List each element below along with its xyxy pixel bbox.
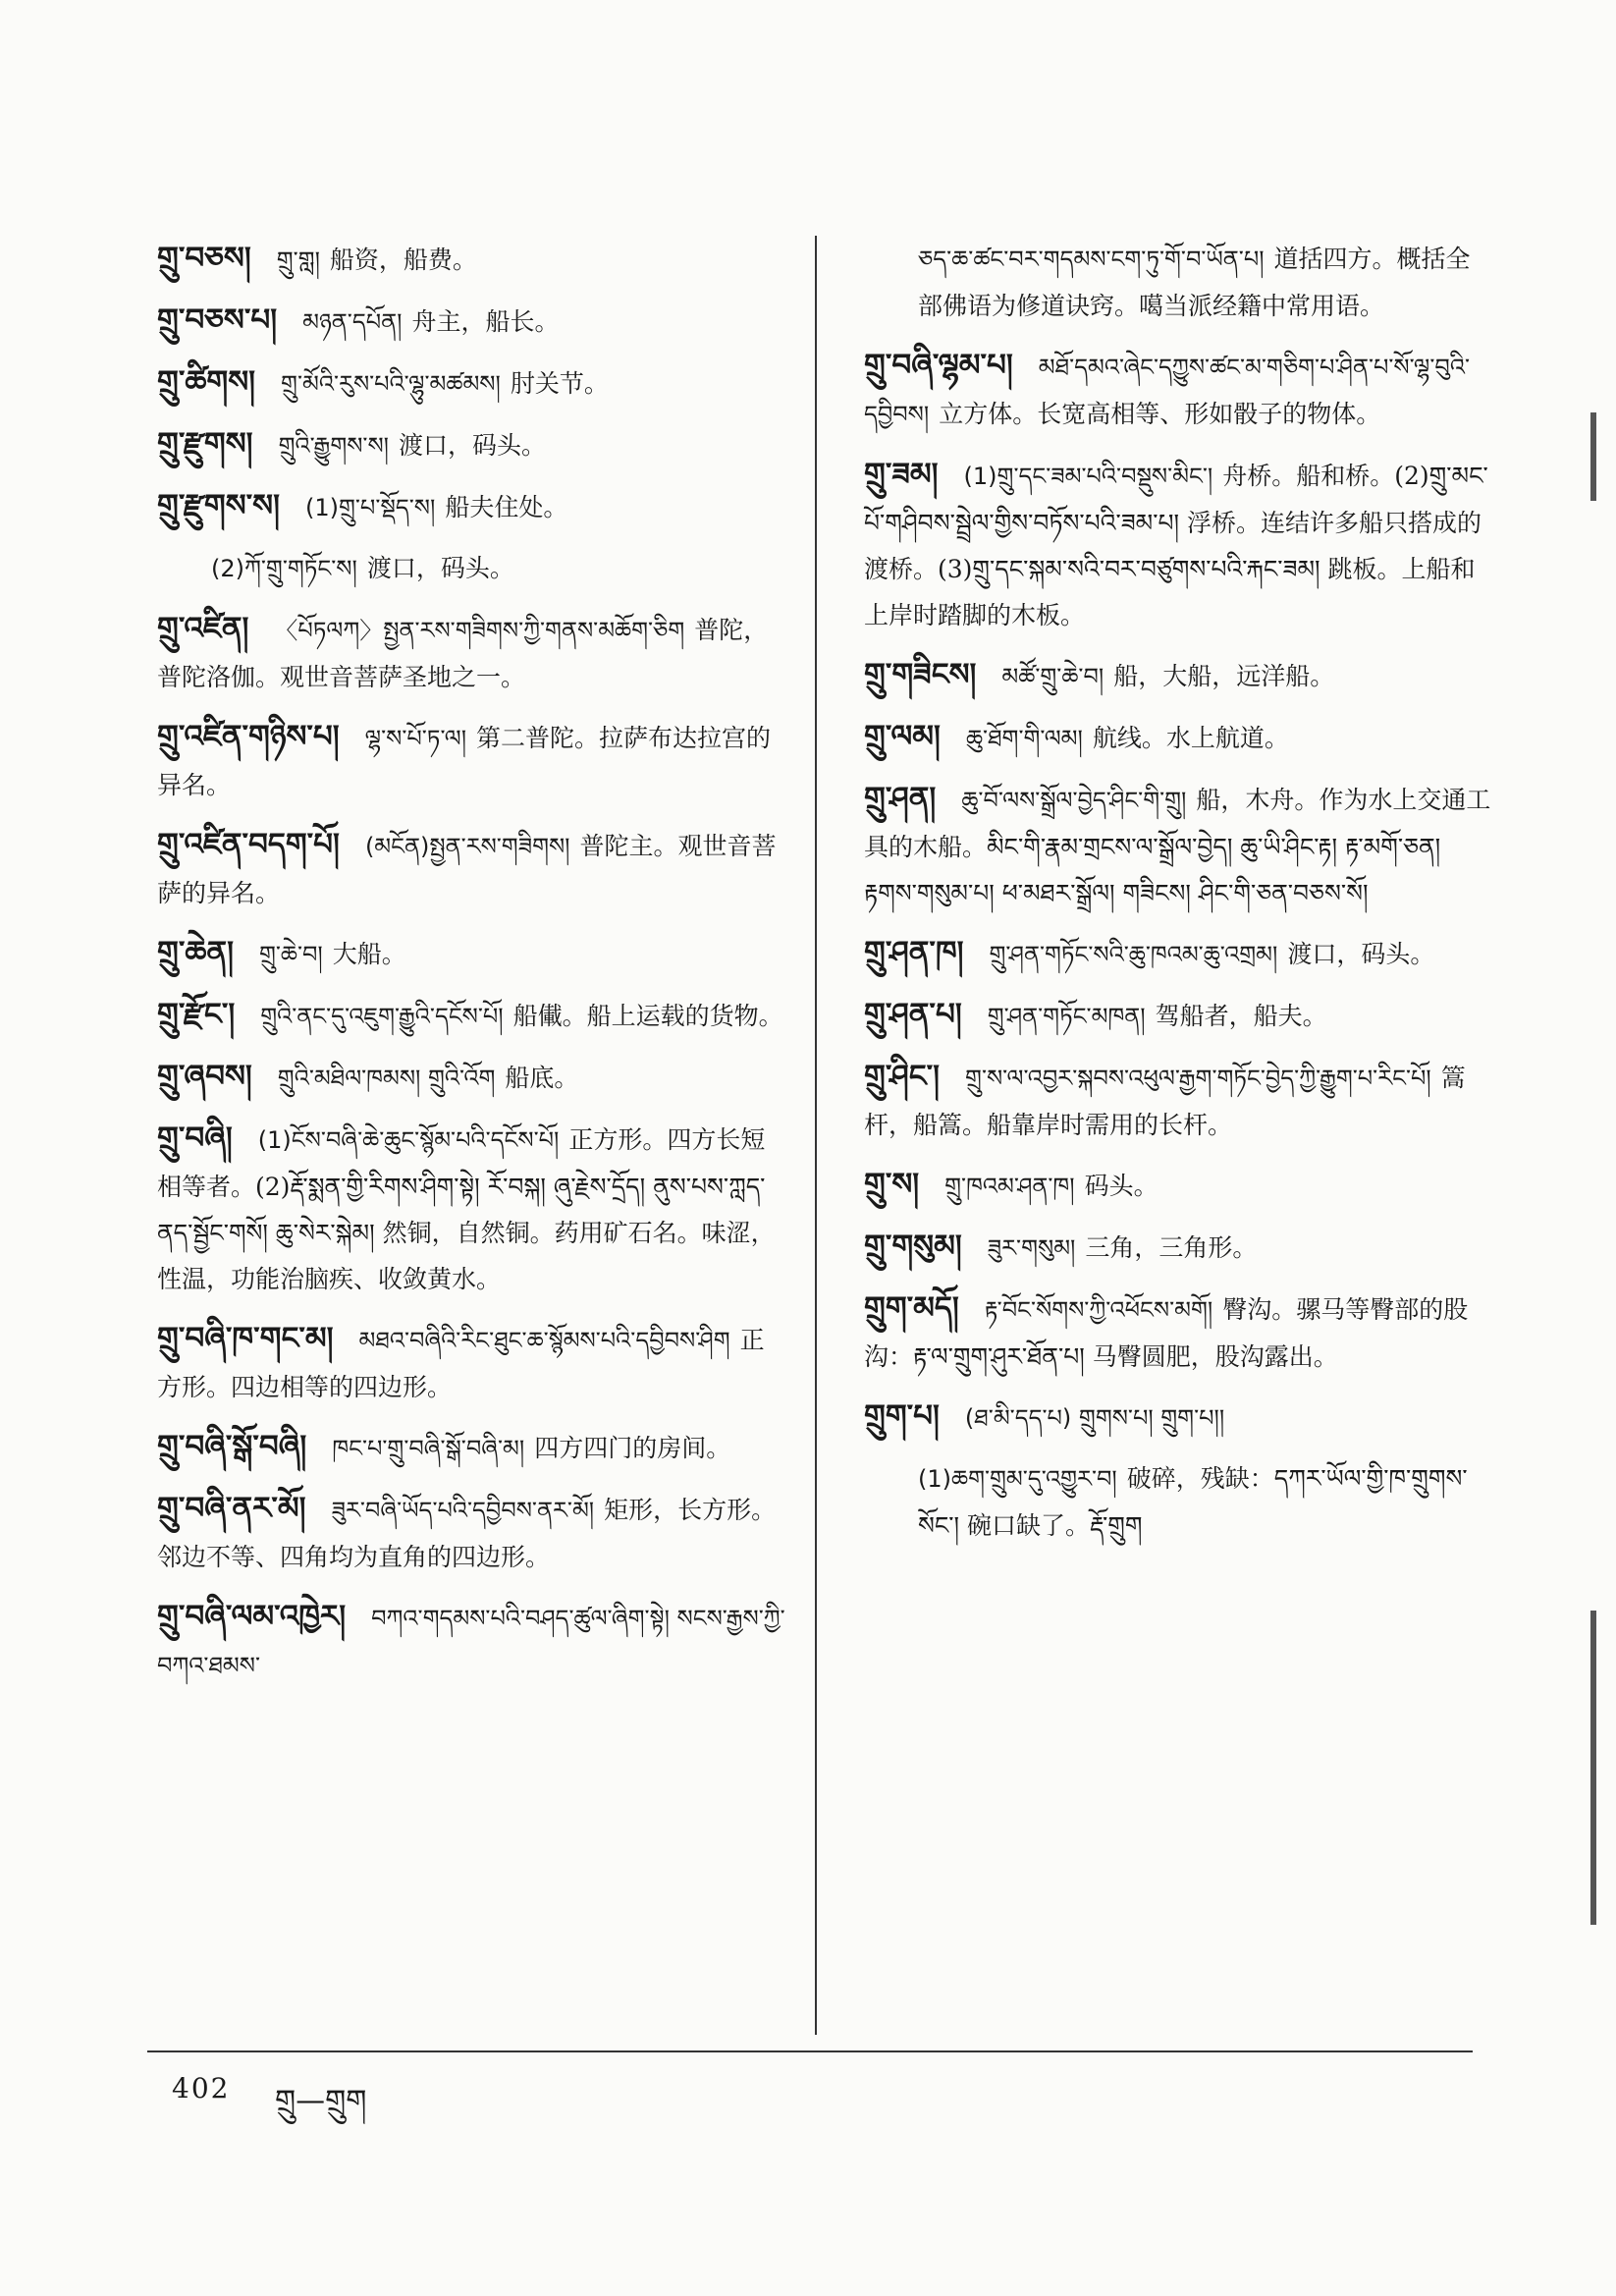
entry-headword: གྲུ་ཤན་ཁ། (864, 935, 964, 970)
entry-tibetan-definition: མཐའ་བཞིའི་རིང་ཐུང་ཆ་སྙོམས་པའི་དབྱིབས་ཤིག (358, 1327, 730, 1354)
entry-chinese-definition: 船，木舟。作为水上交通工具的木船。མིང་གི་རྣམ་གྲངས་ལ་སྒྲོལ་བྱེད། ཆུ་ཡི་ཤིང་རྟ། རྟ་མགོ་ཅན། རྟགས་གསུམ་པ། ཕ་མཐར་སྒྲོལ། གཟིངས། ཤིང་གི་ཅན་བཅས་སོ། (864, 786, 1491, 907)
dictionary-entry (157, 930, 785, 978)
dictionary-entry (864, 343, 1492, 438)
entry-chinese-definition: 三角，三角形。 (1085, 1233, 1258, 1262)
dictionary-entry (864, 1285, 1492, 1380)
entry-tibetan-definition: (2)ཀོ་གྲུ་གཏོང་ས། (211, 555, 357, 582)
dictionary-entry (864, 992, 1492, 1040)
entry-tibetan-definition: གྲུ་ཆེ་བ། (258, 941, 323, 968)
entry-chinese-definition: 舟桥。船和桥。(2)གྲུ་མང་པོ་གཤིབས་སྦྲེལ་གྱིས་བཏོས་པའི་ཟམ་པ། 浮桥。连结许多船只搭成的渡桥。(3)གྲུ་དང་སྐམ་སའི་བར་བཙུགས་པའི་རྐང་ཟམ། 跳板。上船和上岸时踏脚的木板。 (864, 462, 1488, 629)
entry-tibetan-definition: གྲུའི་ནང་དུ་འཇུག་རྒྱུའི་དངོས་པོ། (260, 1003, 504, 1030)
entry-headword: གྲུ་བཞི་སྒོ་བཞི། (157, 1429, 307, 1464)
entry-chinese-definition: 四方四门的房间。 (534, 1434, 731, 1462)
entry-chinese-definition: 第二普陀。拉萨布达拉宫的异名。 (157, 724, 772, 799)
entry-chinese-definition: 渡口，码头。 (398, 431, 546, 460)
dictionary-entry (157, 1594, 785, 1689)
entry-chinese-definition: 肘关节。 (510, 369, 609, 398)
entry-headword: གྲུ་རྫོང་། (157, 997, 236, 1032)
entry-tibetan-definition: ཟུར་གསུམ། (987, 1234, 1076, 1262)
entry-headword: གྲུ་ཆེན། (157, 935, 234, 970)
entry-chinese-definition: 普陀主。观世音菩萨的异名。 (157, 832, 777, 907)
dictionary-entry (864, 776, 1492, 916)
entry-tibetan-definition: ཁང་པ་གྲུ་བཞི་སྒོ་བཞི་མ། (332, 1435, 525, 1462)
entry-chinese-definition: 矩形，长方形。邻边不等、四角均为直角的四边形。 (157, 1496, 777, 1571)
dictionary-entry (157, 1424, 785, 1472)
dictionary-entry (157, 298, 785, 346)
dictionary-entry (864, 1224, 1492, 1272)
entry-chinese-definition: 正方形。四边相等的四边形。 (157, 1326, 765, 1401)
entry-tibetan-definition: ལྷ་ས་པོ་ཏ་ལ། (364, 725, 467, 752)
entry-tibetan-definition: གྲུ་ས་ལ་འབྱར་སྐབས་འཕུལ་རྒྱག་གཏོང་བྱེད་ཀྱི་རྒྱུག་པ་རིང་པོ། (965, 1065, 1431, 1092)
dictionary-entry (864, 1054, 1492, 1148)
entry-headword: གྲུ་ས། (864, 1167, 920, 1202)
entry-chinese-definition: 臀沟。骡马等臀部的股沟：རྟ་ལ་གྲུག་ཤུར་ཐོན་པ། 马臀圆肥，股沟露出。 (864, 1295, 1469, 1371)
dictionary-entry (157, 359, 785, 408)
dictionary-entry (864, 930, 1492, 978)
entry-tibetan-definition: (1)གྲུ་པ་སྡོད་ས། (305, 494, 436, 521)
entry-chinese-definition: 舟主，船长。 (411, 307, 560, 336)
entry-tibetan-definition: ཅད་ཆ་ཚང་བར་གདམས་ངག་ཏུ་གོ་བ་ཡོན་པ། (918, 246, 1265, 273)
entry-chinese-definition: 道括四方。概括全部佛语为修道诀窍。噶当派经籍中常用语。 (918, 245, 1471, 320)
entry-tibetan-definition: གྲུའི་མཐིལ་ཁམས། གྲུའི་འོག (277, 1065, 496, 1092)
right-column (864, 236, 1492, 1562)
entry-tibetan-definition: ཟུར་བཞི་ཡོད་པའི་དབྱིབས་ནར་མོ། (331, 1497, 595, 1524)
entry-headword: གྲུ་ཟམ། (864, 457, 939, 492)
entry-tibetan-definition: མཐོ་དམའ་ཞེང་དཀྱུས་ཚང་མ་གཅིག་པ་ཤིན་པ་སོ་ལྷ་བུའི་དབྱིབས། (864, 354, 1470, 428)
entry-tibetan-definition: རྟ་བོང་སོགས་ཀྱི་འཕོངས་མགོ། (984, 1296, 1213, 1324)
entry-headword: གྲུ་ཞབས། (157, 1059, 252, 1094)
running-head: གྲུ—གྲུག (275, 2084, 367, 2118)
entry-chinese-definition: 大船。 (332, 940, 406, 968)
entry-headword: གྲུ་རྫུགས་ས། (157, 488, 280, 523)
entry-headword: གྲུ་གསུམ། (864, 1229, 962, 1264)
entry-headword: གྲུ་རྫུགས། (157, 426, 253, 462)
page-number: 402 (172, 2072, 231, 2105)
entry-chinese-definition: 正方形。四方长短相等者。(2)རྡོ་སྨན་གྱི་རིགས་ཤིག་སྟེ། རོ་བསྐ། ཞུ་རྗེས་དྲོད། ནུས་པས་ཀླད་ནད་སྦྱོང་གསོ། ཆུ་སེར་སྐེམ། 然铜，自然铜。药用矿石名。味涩，性温，功能治脑疾、收敛黄水。 (157, 1125, 776, 1293)
dictionary-entry (864, 1394, 1492, 1442)
entry-tibetan-definition: ཆུ་བོ་ལས་སྒྲོལ་བྱེད་ཤིང་གི་གྲུ། (961, 787, 1187, 814)
column-divider (815, 236, 817, 2035)
entry-headword: གྲུ་འཛིན། (157, 611, 249, 646)
entry-headword: གྲུ་ཚིགས། (157, 364, 256, 400)
entry-chinese-definition: 立方体。长宽高相等、形如骰子的物体。 (939, 400, 1381, 428)
entry-headword: གྲུ་བཞི། (157, 1121, 233, 1156)
dictionary-entry (157, 714, 785, 808)
entry-headword: གྲུ་གཟིངས། (864, 657, 977, 692)
entry-chinese-definition: 船儎。船上运载的货物。 (512, 1002, 783, 1030)
dictionary-entry (157, 1316, 785, 1410)
entry-chinese-definition: 渡口，码头。 (1287, 940, 1435, 968)
dictionary-entry (864, 452, 1492, 638)
footer-rule (147, 2050, 1473, 2052)
entry-tibetan-definition: མཉན་དཔོན། (302, 308, 403, 336)
dictionary-entry (157, 1486, 785, 1580)
entry-headword: གྲུག་མདོ། (864, 1290, 959, 1326)
entry-tibetan-definition: གྲུའི་རྒྱུགས་ས། (278, 432, 389, 460)
entry-headword: གྲུ་འཛིན་བདག་པོ། (157, 827, 340, 862)
entry-chinese-definition: 渡口，码头。 (366, 554, 514, 582)
dictionary-entry (157, 236, 785, 284)
entry-chinese-definition: 普陀，普陀洛伽。观世音菩萨圣地之一。 (157, 616, 769, 691)
entry-headword: གྲུ་ཤིང་། (864, 1059, 941, 1094)
entry-chinese-definition: 船底。 (505, 1064, 579, 1092)
entry-headword: གྲུ་ཤན་པ། (864, 997, 962, 1032)
entry-headword: གྲུ་ལམ། (864, 719, 941, 754)
entry-chinese-definition: 破碎，残缺：དཀར་ཡོལ་གྱི་ཁ་གྲུགས་སོང་། 碗口缺了。རྡོ་གྲུག (918, 1464, 1468, 1540)
continuation-text (157, 545, 785, 592)
dictionary-entry (864, 652, 1492, 700)
entry-chinese-definition: 驾船者，船夫。 (1155, 1002, 1327, 1030)
entry-tibetan-definition: (མངོན)སྤྱན་རས་གཟིགས། (364, 833, 570, 860)
dictionary-entry (157, 421, 785, 469)
dictionary-entry (157, 483, 785, 531)
entry-headword: གྲུ་འཛིན་གཉིས་པ། (157, 719, 340, 754)
entry-tibetan-definition: (ཐ་མི་དད་པ) གྲུགས་པ། གྲུག་པ།། (964, 1404, 1225, 1432)
entry-tibetan-definition: མཚོ་གྲུ་ཆེ་བ། (1001, 663, 1104, 690)
dictionary-entry (157, 1054, 785, 1102)
dictionary-entry (157, 822, 785, 916)
left-column (157, 236, 785, 1703)
entry-tibetan-definition: གྲུ་ཤན་གཏོང་སའི་ཆུ་ཁའམ་ཆུ་འགྲམ། (989, 941, 1278, 968)
entry-tibetan-definition: 〈པོཏལཀ〉སྤྱན་རས་གཟིགས་ཀྱི་གནས་མཆོག་ཅིག (274, 617, 685, 644)
entry-tibetan-definition: (1)གྲུ་དང་ཟམ་པའི་བསྡུས་མིང་། (963, 463, 1213, 490)
dictionary-entry (157, 992, 785, 1040)
entry-tibetan-definition: གྲུ་ཁའམ་ཤན་ཁ། (944, 1173, 1075, 1200)
dictionary-entry (864, 714, 1492, 762)
dictionary-entry (864, 1162, 1492, 1210)
entry-headword: གྲུ་བཞི་ལྷམ་པ། (864, 348, 1013, 383)
dictionary-entry (157, 1116, 785, 1302)
entry-headword: གྲུ་བཅས། (157, 241, 251, 276)
entry-tibetan-definition: (1)ངོས་བཞི་ཆེ་ཆུང་སྙོམ་པའི་དངོས་པོ། (257, 1126, 560, 1154)
entry-headword: གྲུག་པ། (864, 1398, 940, 1434)
continuation-text (864, 236, 1492, 329)
entry-chinese-definition: 船资，船费。 (329, 246, 477, 274)
entry-chinese-definition: 航线。水上航道。 (1092, 724, 1289, 752)
entry-tibetan-definition: གྲུ་མོའི་རུས་པའི་ལྷུ་མཚམས། (281, 370, 501, 398)
scan-edge-mark (1590, 1611, 1596, 1925)
entry-tibetan-definition: བཀའ་གདམས་པའི་བཤད་ཚུལ་ཞིག་སྟེ། སངས་རྒྱས་ཀྱི་བཀའ་ཐམས་ (157, 1605, 785, 1679)
entry-headword: གྲུ་བཞི་ལམ་འཁྱེར། (157, 1599, 347, 1634)
entry-headword: གྲུ་བཞི་ནར་མོ། (157, 1491, 306, 1526)
entry-chinese-definition: 篙杆，船篙。船靠岸时需用的长杆。 (864, 1064, 1466, 1139)
entry-tibetan-definition: ཆུ་ཐོག་གི་ལམ། (965, 725, 1083, 752)
entry-chinese-definition: 船，大船，远洋船。 (1113, 662, 1335, 690)
dictionary-entry (157, 606, 785, 700)
entry-tibetan-definition: (1)ཆག་གྲུམ་དུ་འགྱུར་བ། (918, 1465, 1117, 1493)
scan-edge-mark (1590, 412, 1596, 501)
entry-headword: གྲུ་ཤན། (864, 781, 937, 816)
entry-headword: གྲུ་བཅས་པ། (157, 302, 278, 338)
continuation-text (864, 1455, 1492, 1549)
entry-tibetan-definition: གྲུ་ཤན་གཏོང་མཁན། (987, 1003, 1146, 1030)
entry-chinese-definition: 码头。 (1084, 1172, 1158, 1200)
entry-headword: གྲུ་བཞི་ཁ་གང་མ། (157, 1321, 334, 1356)
entry-tibetan-definition: གྲུ་གླ། (276, 246, 320, 274)
entry-chinese-definition: 船夫住处。 (445, 493, 568, 521)
